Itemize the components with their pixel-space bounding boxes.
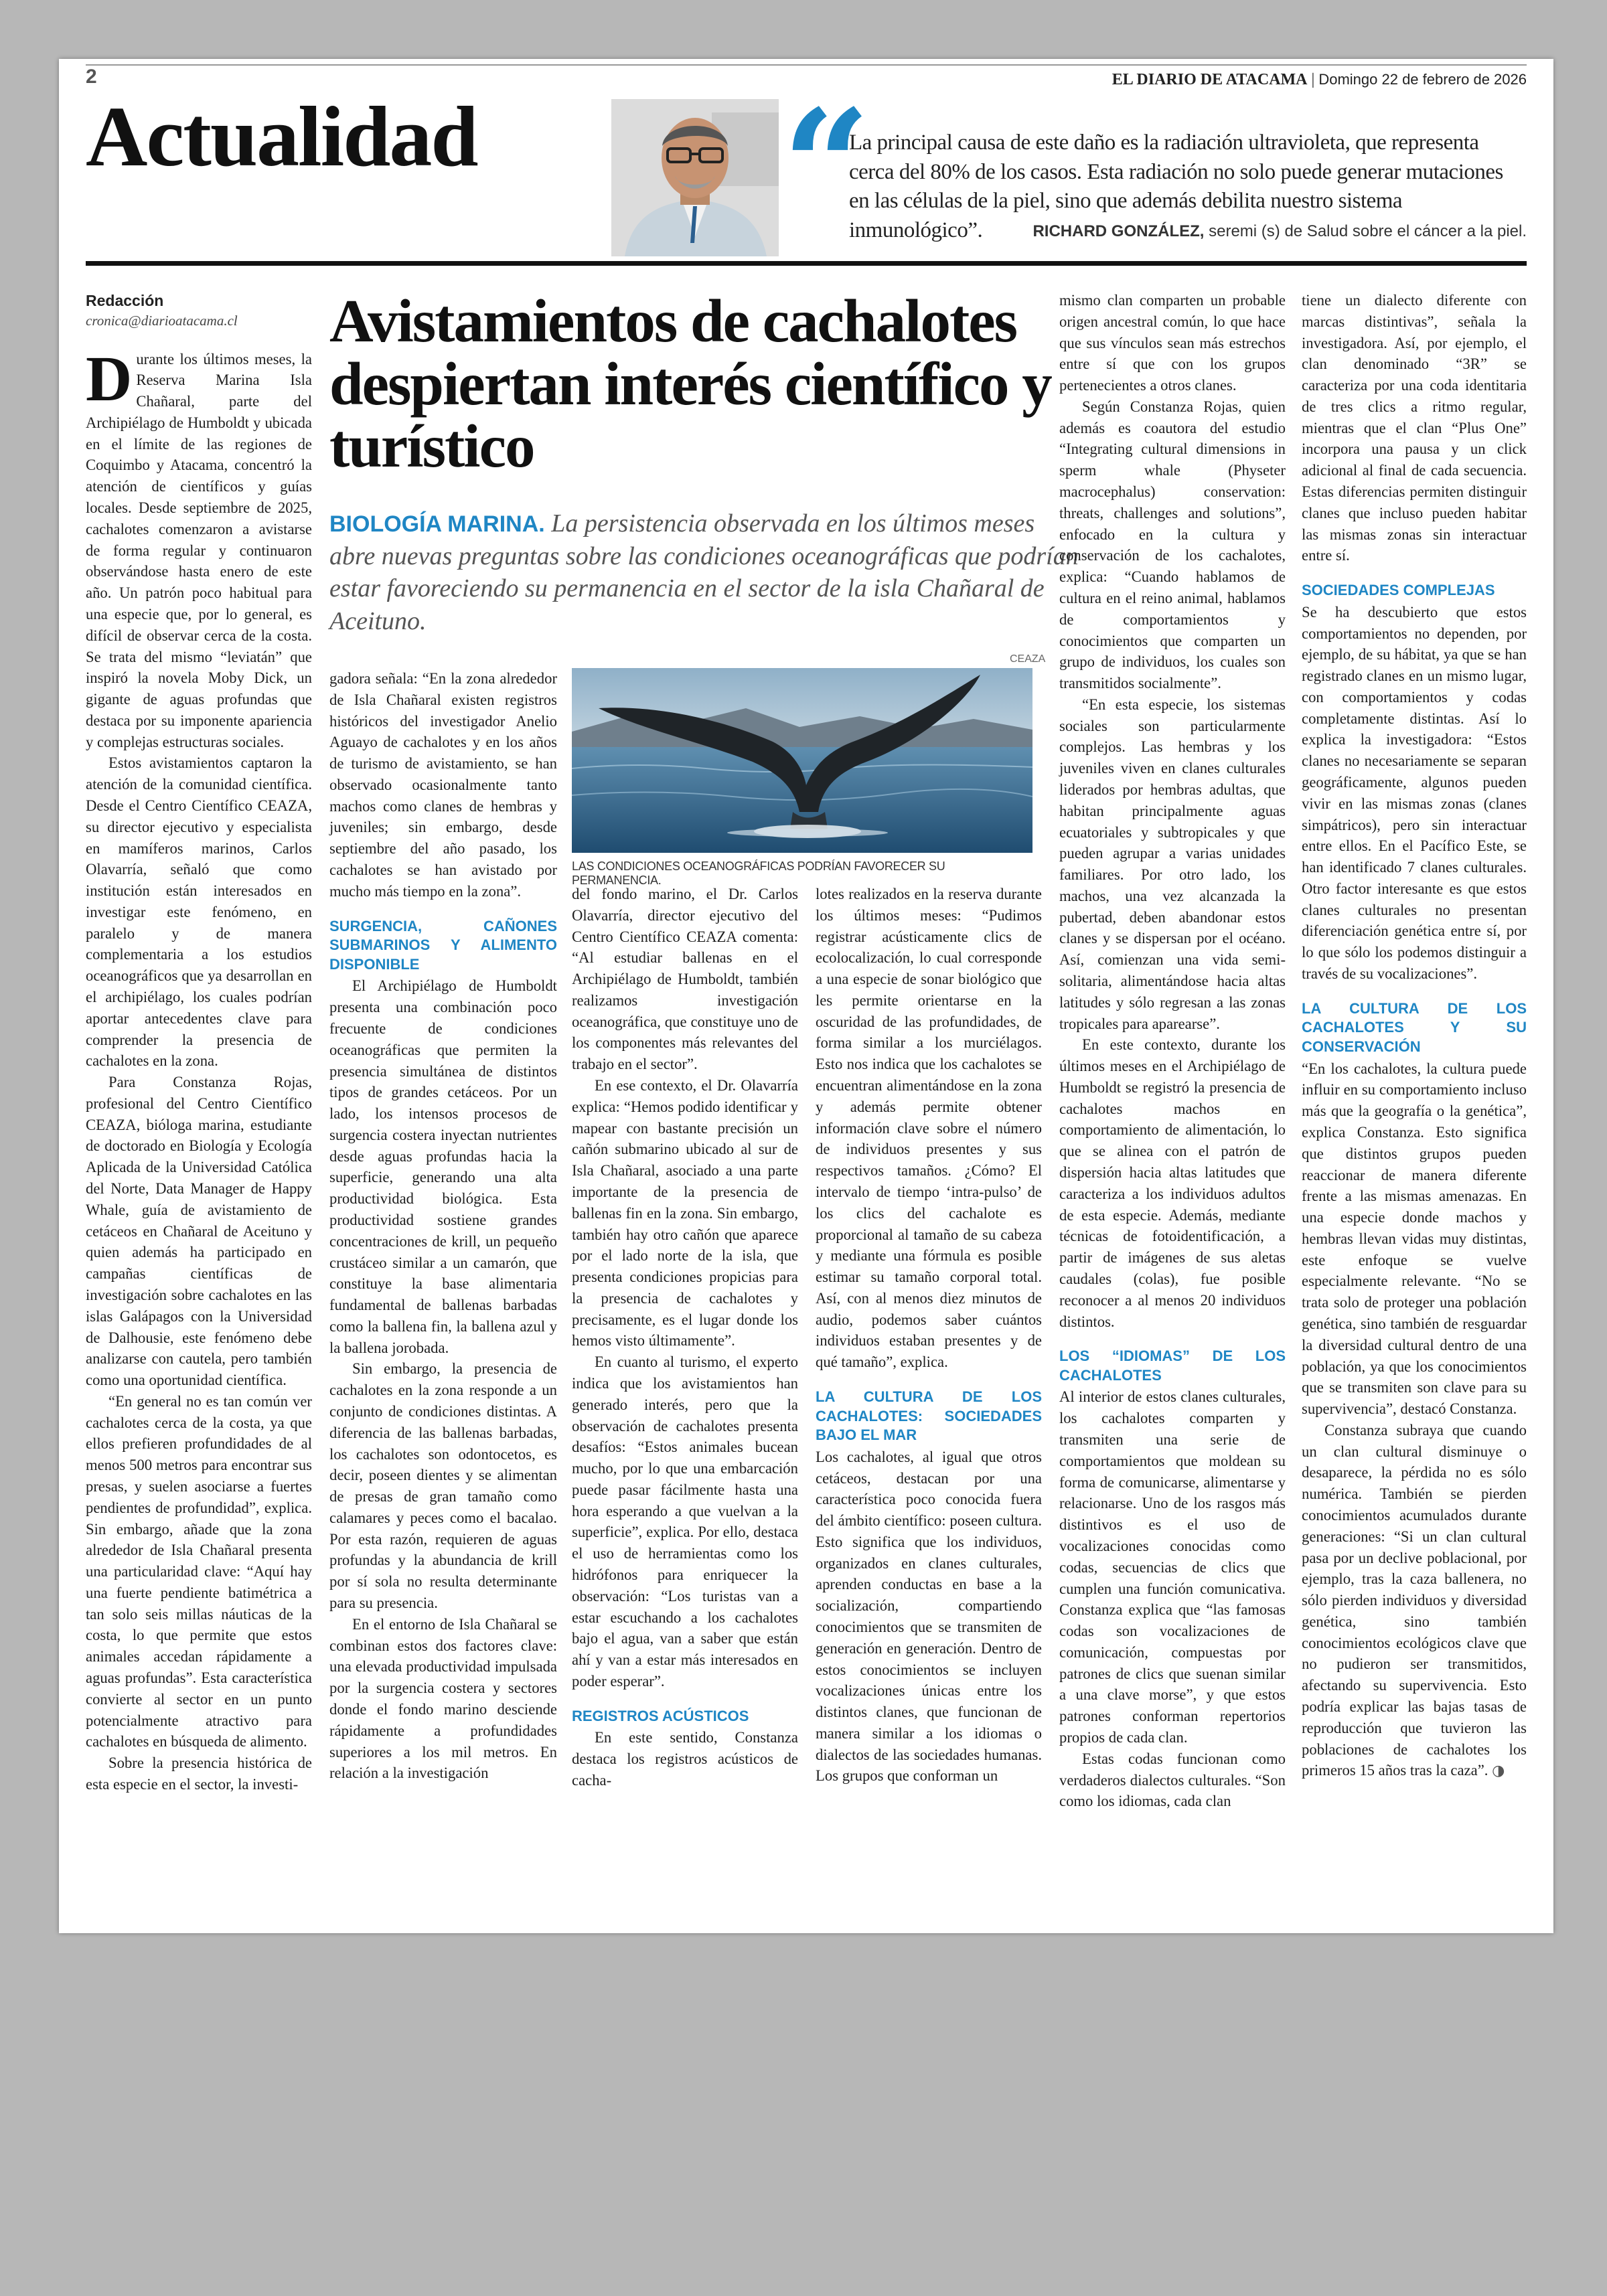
- pull-quote-text: La principal causa de este daño es la radiación ultravioleta, que representa cerca del 80% de los casos. Esta radiación no solo puede generar mutaciones en las células de la piel, sino que además debilita nuestro sistema inmunológico”.: [849, 131, 1503, 242]
- top-rule: [86, 64, 1527, 66]
- column-1: [86, 290, 312, 1795]
- paragraph: Los cachalotes, al igual que otros cetáceos, destacan por una característica poco conocida fuera del ámbito científico: poseen cultura. Esto significa que los individuos, organizados en clanes culturales, aprenden conductas en base a la socialización, compartiendo conocimientos que se transmiten de generación en generación. Dentro de estos conocimientos se incluyen vocalizaciones únicas entre los distintos clanes, que funcionan de manera similar a los idiomas o dialectos de las sociedades humanas. Los grupos que conforman un: [816, 1448, 1042, 1785]
- paragraph: Estas codas funcionan como verdaderos dialectos culturales. “Son como los idiomas, cada clan: [1059, 1750, 1286, 1810]
- pull-quote-source: [1032, 222, 1527, 241]
- standfirst: [329, 507, 1079, 638]
- masthead: [86, 59, 1527, 260]
- section-divider: [86, 261, 1527, 266]
- paragraph: “En esta especie, los sistemas sociales son particularmente complejos. Las hembras y los juveniles viven en clanes culturales liderados por hembras adultas, que habitan principalmente aguas ecuatoriales y subtropicales y que pueden agrupar a varias unidades familiares. Por otro lado, los machos, una vez alcanzada la pubertad, deben abandonar estos clanes y se dispersan por el océano. Así, comienzan una vida semi-solitaria, alimentándose hacia altas latitudes y sólo regresan a las zonas tropicales para aparearse”.: [1059, 695, 1286, 1032]
- paragraph: Para Constanza Rojas, profesional del Centro Científico CEAZA, bióloga marina, estudiante de doctorado en Biología y Ecología Aplicada de la Universidad Católica del Norte, Data Manager de Happy Whale, guía de avistamiento de cetáceos en Chañaral de Aceituno y quien además ha participado en campañas científicas de investigación sobre cachalotes en las islas Galápagos con la Universidad de Dalhousie, este fenómeno debe analizarse con cautela, pero también como una oportunidad científica.: [86, 1074, 312, 1389]
- end-mark-icon: ◑: [1492, 1762, 1505, 1780]
- quote-mark-icon: “: [782, 76, 871, 257]
- paragraph: Según Constanza Rojas, quien además es coautora del estudio “Integrating cultural dimensions in sperm whale (Physeter macrocephalus) conservation: threats, challenges and solutions”, enfocado en la cultura y conservación de los cachalotes, explica: “Cuando hablamos de cultura en el reino animal, hablamos de comportamientos y conocimientos que comparten un grupo de individuos, los cuales son transmitidos socialmente”.: [1059, 398, 1286, 692]
- photo-credit: CEAZA: [1010, 653, 1046, 665]
- page-number: 2: [86, 66, 97, 88]
- paragraph: El Archipiélago de Humboldt presenta una combinación poco frecuente de condiciones oceanográficas que permiten la presencia simultánea de distintos tipos de grandes cetáceos. Por un lado, los intensos procesos de surgencia costera inyectan nutrientes desde aguas profundas hacia la superficie, generando una alta productividad biológica. Esta productividad sostiene grandes concentraciones de krill, un pequeño crustáceo similar a un camarón, que constituye la base alimentaria fundamental de ballenas barbadas como la ballena fin, la ballena azul y la ballena jorobada.: [329, 977, 557, 1356]
- paragraph: del fondo marino, el Dr. Carlos Olavarría, director ejecutivo del Centro Científico CEAZA comenta: “Al estudiar ballenas en el Archipiélago de Humboldt, también realizamos investigación oceanográfica, que constituye uno de los componentes más relevantes del trabajo en el sector”.: [572, 886, 798, 1073]
- paragraph: Sobre la presencia histórica de esta especie en el sector, la investi-: [86, 1754, 312, 1793]
- paragraph: En este sentido, Constanza destaca los registros acústicos de cacha-: [572, 1729, 798, 1789]
- column-2: [329, 668, 557, 1784]
- paragraph: En ese contexto, el Dr. Olavarría explica: “Hemos podido identificar y mapear con bastante precisión un cañón submarino ubicado al sur de Isla Chañaral, asociado a una parte importante de la presencia de ballenas fin en la zona. Sin embargo, también hay otro cañón que aparece por el lado norte de la isla, que presenta condiciones propicias para la presencia de cachalotes y precisamente, es el lugar donde los hemos visto últimamente”.: [572, 1077, 798, 1349]
- byline: Redacción: [86, 292, 164, 309]
- paragraph-text: urante los últimos meses, la Reserva Marina Isla Chañaral, parte del Archipiélago de Humboldt y ubicada en el límite de las regiones de Coquimbo y Atacama, concentró la atención de científicos y guías locales. Desde septiembre de 2025, cachalotes comenzaron a avistarse de forma regular y continuaron observándose hasta enero de este año. Un patrón poco habitual para una especie que, por lo general, es difícil de observar cerca de la costa. Se trata del mismo “leviatán” que inspiró la novela Moby Dick, un gigante de aguas profundas que destaca por su imponente apariencia y complejas estructuras sociales.: [86, 350, 312, 750]
- publication-line: EL DIARIO DE ATACAMA | Domingo 22 de febrero de 2026: [1112, 71, 1527, 88]
- paragraph: lotes realizados en la reserva durante los últimos meses: “Pudimos registrar acústicamente clics de ecolocalización, lo cual corresponde a una especie de sonar biológico que les permite orientarse en la oscuridad de las profundidades, de forma similar a los murciélagos. Esto nos indica que los cachalotes se encuentran alimentándose en la zona y además permite obtener información clave sobre el número de individuos presentes y sus respectivos tamaños. ¿Cómo? El intervalo de tiempo ‘intra-pulso’ de los clics del cachalote es proporcional al tamaño de su cabeza y mediante una fórmula es posible estimar su tamaño corporal total. Así, con al menos diez minutos de audio, podemos saber cuántos individuos estaban presentes y de qué tamaño”, explica.: [816, 886, 1042, 1371]
- paragraph: En el entorno de Isla Chañaral se combinan estos dos factores clave: una elevada productividad impulsada por la surgencia costera y sectores donde el fondo marino desciende rápidamente a profundidades superiores a los mil metros. En relación a la investigación: [329, 1615, 557, 1782]
- whale-tail-illustration: [572, 668, 1032, 853]
- subhead-idiomas: LOS “IDIOMAS” DE LOS CACHALOTES: [1059, 1347, 1286, 1384]
- drop-cap: D: [86, 342, 133, 414]
- publication-date: Domingo 22 de febrero de 2026: [1318, 71, 1527, 88]
- paragraph: En cuanto al turismo, el experto indica que los avistamientos han generado interés, pero que la observación de cachalotes presenta desafíos: “Estos animales bucean mucho, por lo que una embarcación puede pasar fácilmente hasta una hora esperando a que vuelvan a la superficie”, explica. Por ello, destaca el uso de herramientas como los hidrófonos para enriquecer la observación: “Los turistas van a estar escuchando a los cachalotes bajo el agua, van a saber que están ahí y van a estar más interesados en poder esperar”.: [572, 1354, 798, 1690]
- portrait-illustration: [611, 99, 779, 256]
- paragraph: [86, 342, 312, 753]
- paragraph: mismo clan comparten un probable origen ancestral común, lo que hace que sus vínculos sean más estrechos entre sí que con los grupos pertenecientes a otros clanes.: [1059, 292, 1286, 394]
- paragraph: “En general no es tan común ver cachalotes cerca de la costa, ya que ellos prefieren profundidades de al menos 500 metros para encontrar sus presas, y suelen asociarse a fuertes pendientes de profundidad”, explica. Sin embargo, añade que la zona alrededor de Isla Chañaral presenta una particularidad clave: “Aquí hay una fuerte pendiente batimétrica a tan solo seis millas náuticas de la costa, lo que permite que estos animales accedan rápidamente a aguas profundas”. Esta característica convierte al sector en un punto potencialmente atractivo para cachalotes en búsqueda de alimento.: [86, 1392, 312, 1750]
- paragraph: gadora señala: “En la zona alrededor de Isla Chañaral existen registros históricos del investigador Anelio Aguayo de cachalotes y en los años de turismo de avistamiento, se han observado ocasionalmente tanto machos como clanes de hembras y juveniles; sin embargo, desde septiembre del año pasado, los cachalotes se han avistado por mucho más tiempo en la zona”.: [329, 670, 557, 900]
- paragraph: En este contexto, durante los últimos meses en el Archipiélago de Humboldt se registró la presencia de cachalotes machos en comportamiento de alimentación, lo que se alinea con el patrón de dispersión hacia altas latitudes que caracteriza a los individuos adultos de esta especie. Además, mediante técnicas de fotoidentificación, a partir de imágenes de sus aletas caudales (colas), fue posible reconocer a al menos 20 individuos distintos.: [1059, 1036, 1286, 1330]
- publication-name: EL DIARIO DE ATACAMA: [1112, 71, 1308, 88]
- column-6: [1302, 290, 1527, 1782]
- paragraph: “En los cachalotes, la cultura puede influir en su comportamiento incluso más que la geografía o la genética”, explica Constanza. Esto significa que distintos grupos pueden reaccionar de manera diferente frente a las mismas amenazas. En una especie donde machos y hembras llevan vidas muy distintas, este enfoque se vuelve especialmente relevante. “No se trata solo de proteger una población genética, sino también de resguardar la diversidad cultural dentro de una población, ya que los conocimientos que se transmiten son clave para su supervivencia”, destacó Constanza.: [1302, 1060, 1527, 1418]
- subhead-surgencia: SURGENCIA, CAÑONES SUBMARINOS Y ALIMENTO DISPONIBLE: [329, 917, 557, 973]
- column-3: [572, 884, 798, 1791]
- newspaper-page: [59, 59, 1553, 1933]
- subhead-conservacion: LA CULTURA DE LOS CACHALOTES Y SU CONSERVACIÓN: [1302, 999, 1527, 1055]
- subhead-registros: REGISTROS ACÚSTICOS: [572, 1707, 749, 1724]
- paragraph: Al interior de estos clanes culturales, los cachalotes comparten y transmiten una serie de comportamientos que moldean su forma de comunicarse, alimentarse y relacionarse. Uno de los rasgos más distintivos es el uso de vocalizaciones conocidas como codas, secuencias de clics que cumplen una función comunicativa. Constanza explica que “las famosas codas son vocalizaciones de comunicación, compuestas por patrones de clics que suenan similar a una clave morse”, y que estos patrones conforman repertorios propios de cada clan.: [1059, 1388, 1286, 1746]
- kicker: BIOLOGÍA MARINA.: [329, 511, 545, 537]
- subhead-cultura: LA CULTURA DE LOS CACHALOTES: SOCIEDADES BAJO EL MAR: [816, 1388, 1042, 1444]
- photo-caption: LAS CONDICIONES OCEANOGRÁFICAS PODRÍAN FAVORECER SU PERMANENCIA.: [572, 859, 945, 887]
- byline-email: cronica@diarioatacama.cl: [86, 313, 238, 329]
- subhead-sociedades: SOCIEDADES COMPLEJAS: [1302, 582, 1495, 599]
- paragraph: Sin embargo, la presencia de cachalotes en la zona responde a un conjunto de condiciones distintas. A diferencia de las ballenas barbadas, los cachalotes son odontocetos, es decir, poseen dientes y se alimentan de presas de gran tamaño como calamares y peces como el bacalao. Por esta razón, requieren de aguas profundas y la abundancia de krill por sí sola no resulta determinante para su presencia.: [329, 1360, 557, 1612]
- pull-quote-speaker: RICHARD GONZÁLEZ,: [1032, 222, 1205, 240]
- pull-quote-role: seremi (s) de Salud sobre el cáncer a la piel.: [1209, 222, 1527, 240]
- paragraph: Se ha descubierto que estos comportamientos no dependen, por ejemplo, de su hábitat, ya que se han registrado clanes en un mismo lugar, con comportamientos y codas completamente distintas. Así lo explica la investigadora: “Estos clanes no necesariamente se separan geográficamente, algunos pueden vivir en las mismas zonas (clanes simpátricos), pero sin interactuar entre ellos. En el Pacífico Este, se han identificado 7 clanes culturales. Otro factor interesante es que estos clanes culturales no presentan diferenciación genética entre sí, por lo que sólo los podemos distinguir a través de su vocalizaciones”.: [1302, 603, 1527, 983]
- paragraph-text: Constanza subraya que cuando un clan cultural disminuye o desaparece, la pérdida no es sólo numérica. También se pierden conocimientos acumulados durante generaciones: “Si un clan cultural pasa por un declive poblacional, por ejemplo, tras la caza ballenera, no sólo pierden individuos y diversidad genética, sino también conocimientos ecológicos clave que no pudieron ser transmitidos, afectando su supervivencia. Esto podría explicar las bajas tasas de reproducción que tuvieron las poblaciones de cachalotes los primeros 15 años tras la caza”.: [1302, 1421, 1527, 1779]
- paragraph: tiene un dialecto diferente con marcas distintivas”, señala la investigadora. Así, por ejemplo, el clan denominado “3R” se caracteriza por una coda identitaria de tres clics a ritmo regular, mientras que el clan “Plus One” incorpora una pausa y un click adicional al final de cada secuencia. Estas diferencias permiten distinguir clanes que incluso pueden habitar las mismas zonas sin interactuar entre sí.: [1302, 292, 1527, 564]
- whale-tail-photo: [572, 668, 1032, 853]
- column-5: [1059, 290, 1286, 1812]
- speaker-portrait: [611, 99, 779, 256]
- standfirst-text: La persistencia observada en los últimos meses abre nuevas preguntas sobre las condiciones oceanográficas que podrían estar favoreciendo su permanencia en el sector de la isla Chañaral de Aceituno.: [329, 509, 1079, 635]
- section-title: Actualidad: [86, 89, 477, 184]
- article-headline: Avistamientos de cachalotes despiertan interés científico y turístico: [329, 287, 1051, 481]
- column-4: [816, 884, 1042, 1787]
- paragraph: Estos avistamientos captaron la atención de la comunidad científica. Desde el Centro Científico CEAZA, su director ejecutivo y especialista en mamíferos marinos, Carlos Olavarría, señaló que como institución están interesados en investigar este fenómeno, en paralelo y de manera complementaria a los estudios oceanográficos que ya desarrollan en el archipiélago, los cuales podrían aportar antecedentes clave para comprender la presencia de cachalotes en la zona.: [86, 754, 312, 1070]
- paragraph: [1302, 1420, 1527, 1782]
